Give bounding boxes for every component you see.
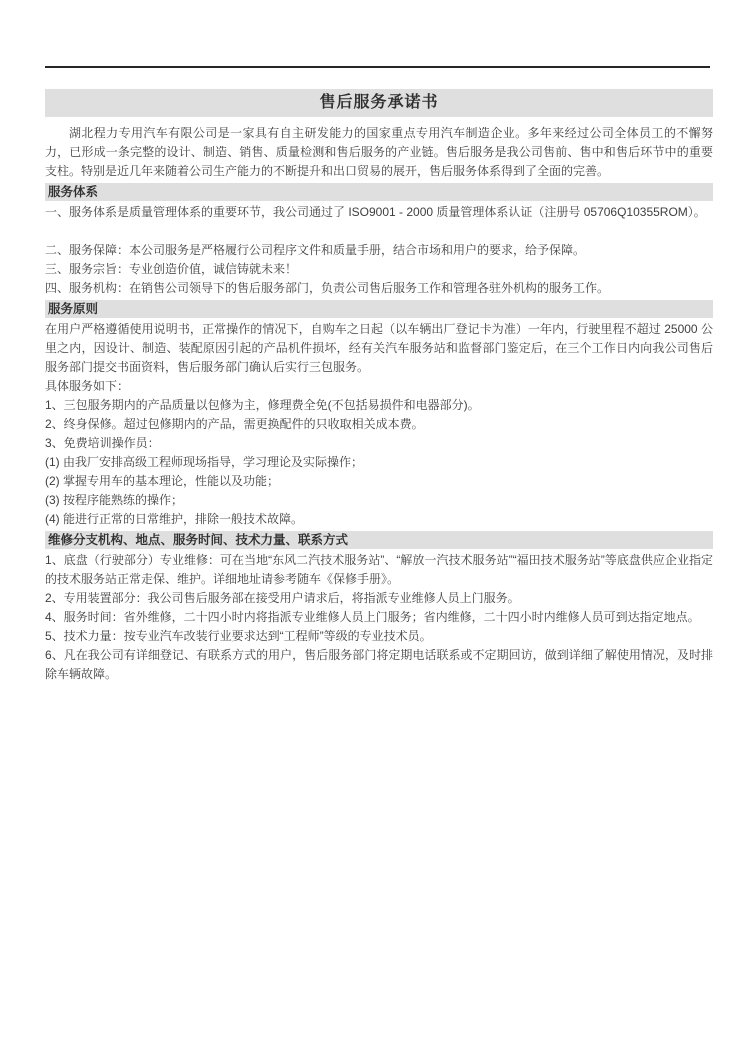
sections-container xyxy=(45,183,713,684)
list-item: 5、技术力量：按专业汽车改装行业要求达到“工程师”等级的专业技术员。 xyxy=(45,629,432,643)
list-item: 二、服务保障：本公司服务是严格履行公司程序文件和质量手册，结合市场和用户的要求，给予保障。 xyxy=(45,243,586,257)
list-item: 3、免费培训操作员： xyxy=(45,436,160,450)
intro-paragraph: 湖北程力专用汽车有限公司是一家具有自主研发能力的国家重点专用汽车制造企业。多年来经过公司全体员工的不懈努力，已形成一条完整的设计、制造、销售、质量检测和售后服务的产业链。售后服务是我公司售前、售中和售后环节中的重要支柱。特别是近几年来随着公司生产能力的不断提升和出口贸易的展开，售后服务体系得到了全面的完善。 xyxy=(45,126,713,178)
list-item: 4、服务时间：省外维修，二十四小时内将指派专业维修人员上门服务；省内维修，二十四小时内维修人员可到达指定地点。 xyxy=(45,610,700,624)
list-item: 四、服务机构：在销售公司领导下的售后服务部门，负责公司售后服务工作和管理各驻外机构的服务工作。 xyxy=(45,281,610,295)
list-item: 2、终身保修。超过包修期内的产品，需更换配件的只收取相关成本费。 xyxy=(45,417,424,431)
page-top-rule xyxy=(45,66,710,68)
list-item: (2) 掌握专用车的基本理论，性能以及功能； xyxy=(45,474,280,488)
document-title-bar xyxy=(45,89,713,117)
list-item: 一、服务体系是质量管理体系的重要环节，我公司通过了 ISO9001 - 2000 质量管理体系认证（注册号 05706Q10355ROM）。 xyxy=(45,205,706,219)
list-item: 三、服务宗旨：专业创造价值，诚信铸就未来！ xyxy=(45,262,298,276)
section-heading-0: 服务体系 xyxy=(45,183,713,201)
page-title: 售后服务承诺书 xyxy=(319,94,439,111)
list-item: (1) 由我厂安排高级工程师现场指导，学习理论及实际操作； xyxy=(45,455,364,469)
section-heading-1: 服务原则 xyxy=(45,300,713,318)
list-item: 1、三包服务期内的产品质量以包修为主，修理费全免(不包括易损件和电器部分)。 xyxy=(45,398,480,412)
list-item: 2、专用装置部分：我公司售后服务部在接受用户请求后，将指派专业维修人员上门服务。 xyxy=(45,591,520,605)
list-item: 1、底盘（行驶部分）专业维修：可在当地“东风二汽技术服务站”、“解放一汽技术服务站”“福田技术服务站”等底盘供应企业指定的技术服务站正常走保、维护。详细地址请参考随车《保修手册》。 xyxy=(45,553,713,586)
list-item: 6、凡在我公司有详细登记、有联系方式的用户，售后服务部门将定期电话联系或不定期回访，做到详细了解使用情况，及时排除车辆故障。 xyxy=(45,648,713,681)
section-paragraph: 在用户严格遵循使用说明书，正常操作的情况下，自购车之日起（以车辆出厂登记卡为准）一年内，行驶里程不超过 25000 公里之内，因设计、制造、装配原因引起的产品机件损坏，经有关汽车服务站和监督部门鉴定后，在三个工作日内向我公司售后服务部门提交书面资料，售后服务部门确认后实行三包服务。 xyxy=(45,322,713,374)
section-heading-2: 维修分支机构、地点、服务时间、技术力量、联系方式 xyxy=(45,531,713,549)
list-item: (4) 能进行正常的日常维护，排除一般技术故障。 xyxy=(45,512,304,526)
list-item: (3) 按程序能熟练的操作； xyxy=(45,493,184,507)
list-item: 具体服务如下： xyxy=(45,379,130,393)
